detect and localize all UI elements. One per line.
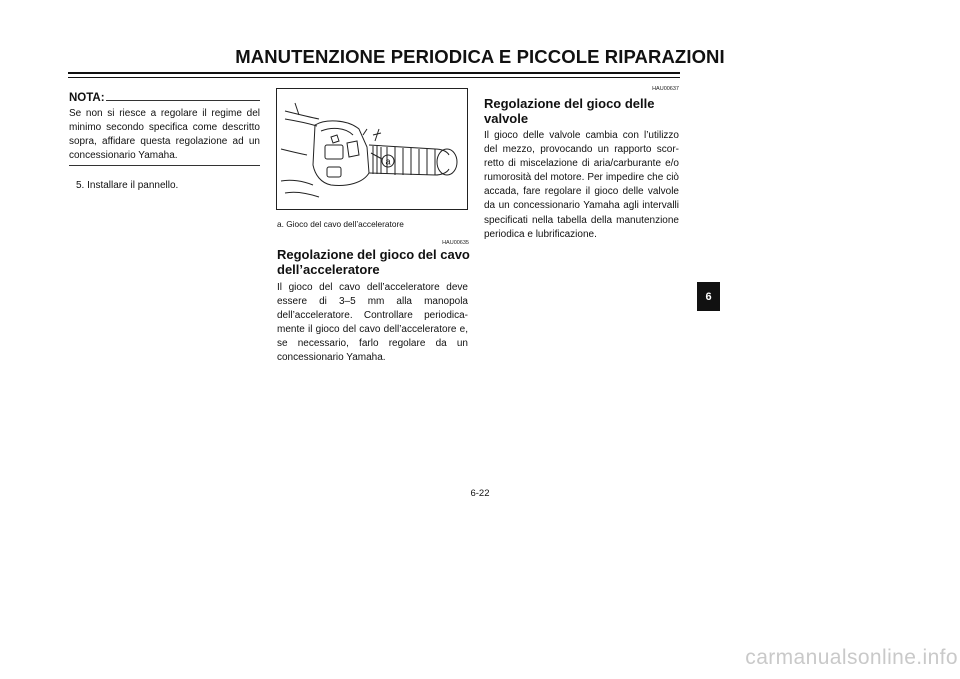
- chapter-tab: [697, 282, 720, 311]
- nota-label: NOTA:: [69, 92, 105, 104]
- figure-caption: a. Gioco del cavo dell’acceleratore: [277, 219, 404, 229]
- section-heading: Regolazione del gioco del cavo dell’acceleratore: [277, 247, 470, 277]
- step-item: 5. Installare il pannello.: [76, 180, 179, 191]
- nota-text: Se non si riesce a regolare il regime del minimo secondo specifica come descritto sopra, affidare questa regolazione ad un concessionario Yamaha.: [69, 108, 260, 162]
- handlebar-illustration: [277, 89, 467, 209]
- nota-top-rule: [106, 100, 260, 101]
- section-code: HAU00637: [652, 86, 679, 92]
- section-text: Il gioco del cavo dell’acceleratore deve essere di 3–5 mm alla manopola dell’acceleratore. Controllare periodica-mente il gioco del cavo dell’acceleratore e, se necessario, farlo regolare da un concessionario Yamaha.: [277, 282, 468, 364]
- section-heading: Regolazione del gioco delle valvole: [484, 96, 655, 126]
- nota-bottom-rule: [69, 165, 260, 166]
- page-number: 6-22: [470, 488, 490, 499]
- watermark: carmanualsonline.info: [745, 646, 958, 669]
- page-title: MANUTENZIONE PERIODICA E PICCOLE RIPARAZIONI: [235, 46, 725, 67]
- section-code: HAU00635: [442, 240, 469, 246]
- header-rule-thick: [68, 72, 680, 74]
- chapter-tab-number: 6: [705, 290, 712, 303]
- section-text: Il gioco delle valvole cambia con l’utilizzo del mezzo, provocando un rapporto scor-retto di miscelazione di aria/carburante e/o rumorosità del motore. Per impedire che ciò accada, fare regolare il gioco delle valvole da un concessionario Yamaha agli intervalli specificati nella tabella della manutenzione periodica e lubrificazione.: [484, 130, 679, 240]
- figure-callout-a: a: [385, 156, 391, 167]
- header-rule-thin: [68, 77, 680, 78]
- throttle-figure: [276, 88, 468, 210]
